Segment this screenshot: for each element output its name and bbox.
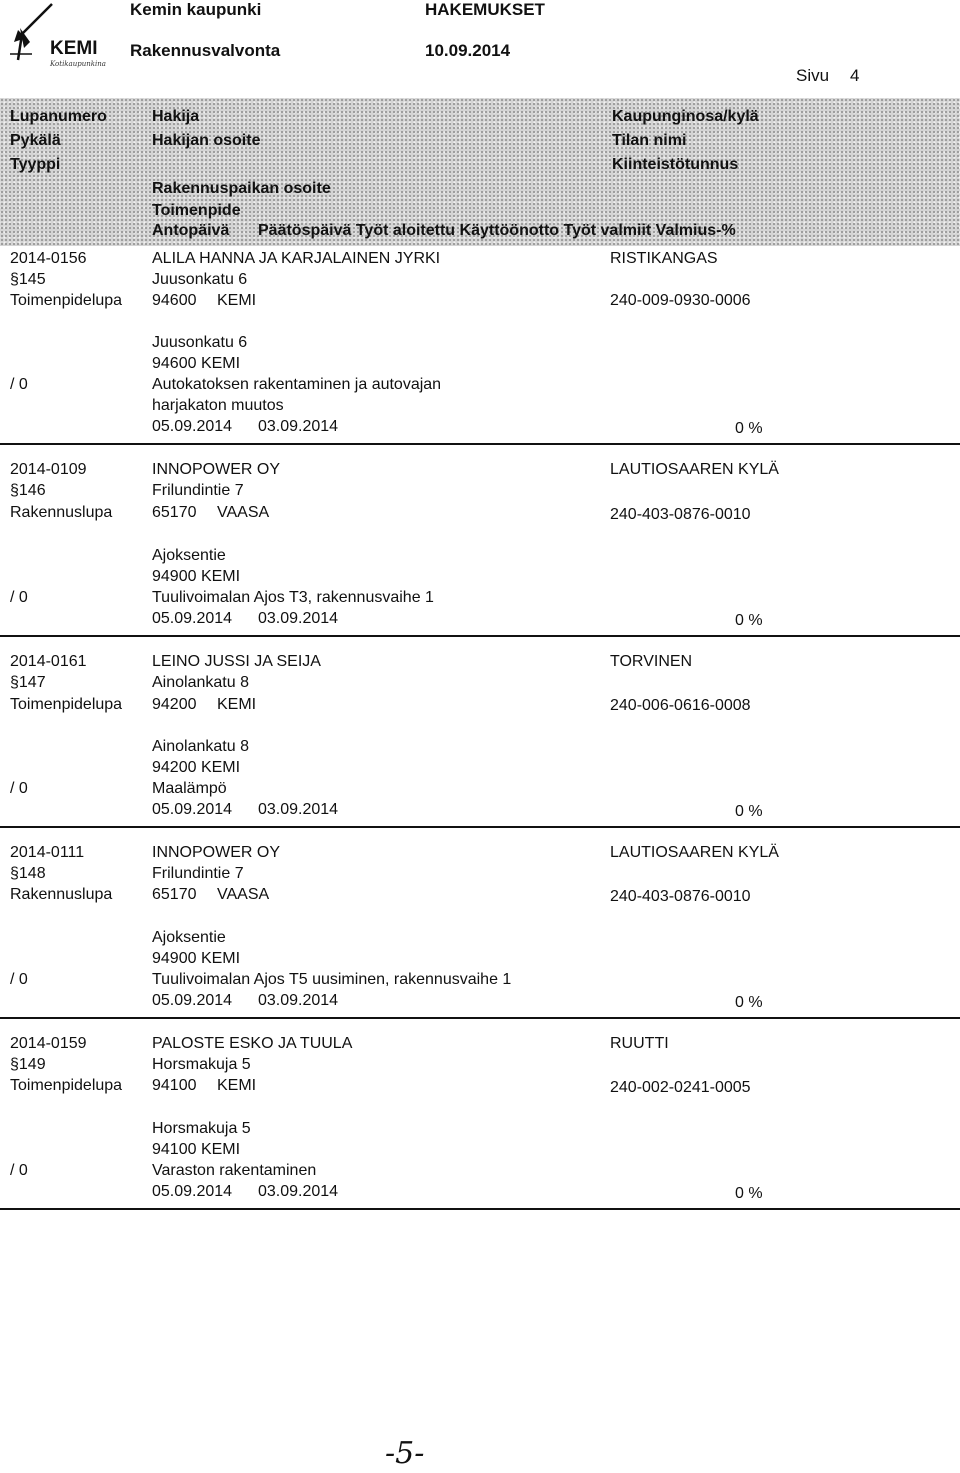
kiinteistotunnus: 240-009-0930-0006 bbox=[610, 292, 751, 309]
hakija-katu: Frilundintie 7 bbox=[152, 865, 244, 882]
hakija-postinro: 94100 bbox=[152, 1077, 197, 1094]
kyla: LAUTIOSAAREN KYLÄ bbox=[610, 461, 779, 478]
kyla: RUUTTI bbox=[610, 1035, 669, 1052]
lupanumero: 2014-0156 bbox=[10, 250, 87, 267]
nro: / 0 bbox=[10, 780, 28, 797]
hakija-kunta: KEMI bbox=[217, 696, 257, 713]
valmius: 0 % bbox=[735, 420, 763, 437]
hakija-kunta: VAASA bbox=[217, 504, 270, 521]
hakija-kunta: KEMI bbox=[217, 292, 257, 309]
toimenpide-line: Tuulivoimalan Ajos T5 uusiminen, rakennusvaihe 1 bbox=[152, 971, 512, 988]
col-pykala: Pykälä bbox=[10, 132, 61, 149]
hakija-postinro: 65170 bbox=[152, 886, 197, 903]
col-antopaiva: Antopäivä bbox=[152, 222, 230, 239]
hakija-katu: Juusonkatu 6 bbox=[152, 271, 248, 288]
tyyppi: Toimenpidelupa bbox=[10, 1077, 123, 1094]
hakija-kunta: VAASA bbox=[217, 886, 270, 903]
col-tyyppi: Tyyppi bbox=[10, 156, 61, 173]
hakija-katu: Ainolankatu 8 bbox=[152, 674, 249, 691]
org-name: Kemin kaupunki bbox=[130, 0, 262, 19]
col-hakija: Hakija bbox=[152, 108, 200, 125]
col-kaupunginosa: Kaupunginosa/kylä bbox=[612, 108, 759, 125]
hakija-kunta: KEMI bbox=[217, 1077, 257, 1094]
col-kiinteistotunnus: Kiinteistötunnus bbox=[612, 156, 739, 173]
paikka-katu: Horsmakuja 5 bbox=[152, 1120, 251, 1137]
paatospaiva: 03.09.2014 bbox=[258, 610, 339, 627]
lupanumero: 2014-0161 bbox=[10, 653, 87, 670]
paikka-katu: Juusonkatu 6 bbox=[152, 334, 248, 351]
hakija: LEINO JUSSI JA SEIJA bbox=[152, 653, 321, 670]
handwritten-page-number: -5- bbox=[385, 1436, 425, 1471]
kiinteistotunnus: 240-403-0876-0010 bbox=[610, 506, 751, 523]
department: Rakennusvalvonta bbox=[130, 41, 281, 60]
hakija: INNOPOWER OY bbox=[152, 461, 281, 478]
paatospaiva: 03.09.2014 bbox=[258, 992, 339, 1009]
lupanumero: 2014-0109 bbox=[10, 461, 87, 478]
pykala: §145 bbox=[10, 271, 46, 288]
paikka-posti: 94100 KEMI bbox=[152, 1141, 241, 1158]
toimenpide-line: Tuulivoimalan Ajos T3, rakennusvaihe 1 bbox=[152, 589, 434, 606]
antopaiva: 05.09.2014 bbox=[152, 418, 233, 435]
lupanumero: 2014-0111 bbox=[10, 844, 85, 861]
antopaiva: 05.09.2014 bbox=[152, 992, 233, 1009]
paikka-katu: Ajoksentie bbox=[152, 929, 226, 946]
record-divider bbox=[0, 1017, 960, 1019]
nro: / 0 bbox=[10, 1162, 28, 1179]
tyyppi: Rakennuslupa bbox=[10, 504, 113, 521]
valmius: 0 % bbox=[735, 994, 763, 1011]
col-tilan-nimi: Tilan nimi bbox=[612, 132, 687, 149]
col-hakijan-osoite: Hakijan osoite bbox=[152, 132, 261, 149]
toimenpide-line: Maalämpö bbox=[152, 780, 227, 797]
toimenpide-line: harjakaton muutos bbox=[152, 397, 284, 414]
pykala: §149 bbox=[10, 1056, 46, 1073]
toimenpide-line: Autokatoksen rakentaminen ja autovajan bbox=[152, 376, 442, 393]
paikka-posti: 94200 KEMI bbox=[152, 759, 241, 776]
kyla: TORVINEN bbox=[610, 653, 693, 670]
hakija-postinro: 65170 bbox=[152, 504, 197, 521]
page-number: 4 bbox=[850, 66, 860, 85]
pykala: §147 bbox=[10, 674, 46, 691]
pykala: §148 bbox=[10, 865, 46, 882]
paikka-posti: 94600 KEMI bbox=[152, 355, 241, 372]
paikka-posti: 94900 KEMI bbox=[152, 950, 241, 967]
antopaiva: 05.09.2014 bbox=[152, 1183, 233, 1200]
hakija: PALOSTE ESKO JA TUULA bbox=[152, 1035, 353, 1052]
doc-date: 10.09.2014 bbox=[425, 41, 511, 60]
col-lupanumero: Lupanumero bbox=[10, 108, 107, 125]
col-toimenpide: Toimenpide bbox=[152, 202, 241, 219]
record-divider bbox=[0, 1208, 960, 1210]
antopaiva: 05.09.2014 bbox=[152, 610, 233, 627]
page-label: Sivu bbox=[796, 66, 830, 85]
kyla: LAUTIOSAAREN KYLÄ bbox=[610, 844, 779, 861]
pykala: §146 bbox=[10, 482, 46, 499]
valmius: 0 % bbox=[735, 1185, 763, 1202]
valmius: 0 % bbox=[735, 612, 763, 629]
logo-tagline: Kotikaupunkina bbox=[50, 60, 106, 68]
tyyppi: Toimenpidelupa bbox=[10, 292, 123, 309]
record-divider bbox=[0, 826, 960, 828]
col-dates-row: Päätöspäivä Työt aloitettu Käyttöönotto Työt valmiit Valmius-% bbox=[258, 222, 736, 239]
nro: / 0 bbox=[10, 589, 28, 606]
record-divider bbox=[0, 443, 960, 445]
kiinteistotunnus: 240-006-0616-0008 bbox=[610, 697, 751, 714]
paatospaiva: 03.09.2014 bbox=[258, 1183, 339, 1200]
lupanumero: 2014-0159 bbox=[10, 1035, 87, 1052]
paatospaiva: 03.09.2014 bbox=[258, 418, 339, 435]
kiinteistotunnus: 240-403-0876-0010 bbox=[610, 888, 751, 905]
kyla: RISTIKANGAS bbox=[610, 250, 718, 267]
hakija-katu: Horsmakuja 5 bbox=[152, 1056, 251, 1073]
col-rakennuspaikan-osoite: Rakennuspaikan osoite bbox=[152, 180, 331, 197]
hakija: INNOPOWER OY bbox=[152, 844, 281, 861]
paikka-posti: 94900 KEMI bbox=[152, 568, 241, 585]
tyyppi: Rakennuslupa bbox=[10, 886, 113, 903]
logo-text: KEMI bbox=[50, 38, 98, 59]
antopaiva: 05.09.2014 bbox=[152, 801, 233, 818]
valmius: 0 % bbox=[735, 803, 763, 820]
record-divider bbox=[0, 635, 960, 637]
paikka-katu: Ajoksentie bbox=[152, 547, 226, 564]
hakija-postinro: 94600 bbox=[152, 292, 197, 309]
hakija-katu: Frilundintie 7 bbox=[152, 482, 244, 499]
hakija-postinro: 94200 bbox=[152, 696, 197, 713]
paikka-katu: Ainolankatu 8 bbox=[152, 738, 249, 755]
hakija: ALILA HANNA JA KARJALAINEN JYRKI bbox=[152, 250, 441, 267]
nro: / 0 bbox=[10, 971, 28, 988]
toimenpide-line: Varaston rakentaminen bbox=[152, 1162, 317, 1179]
paatospaiva: 03.09.2014 bbox=[258, 801, 339, 818]
doc-title: HAKEMUKSET bbox=[425, 0, 545, 19]
nro: / 0 bbox=[10, 376, 28, 393]
tyyppi: Toimenpidelupa bbox=[10, 696, 123, 713]
kiinteistotunnus: 240-002-0241-0005 bbox=[610, 1079, 751, 1096]
